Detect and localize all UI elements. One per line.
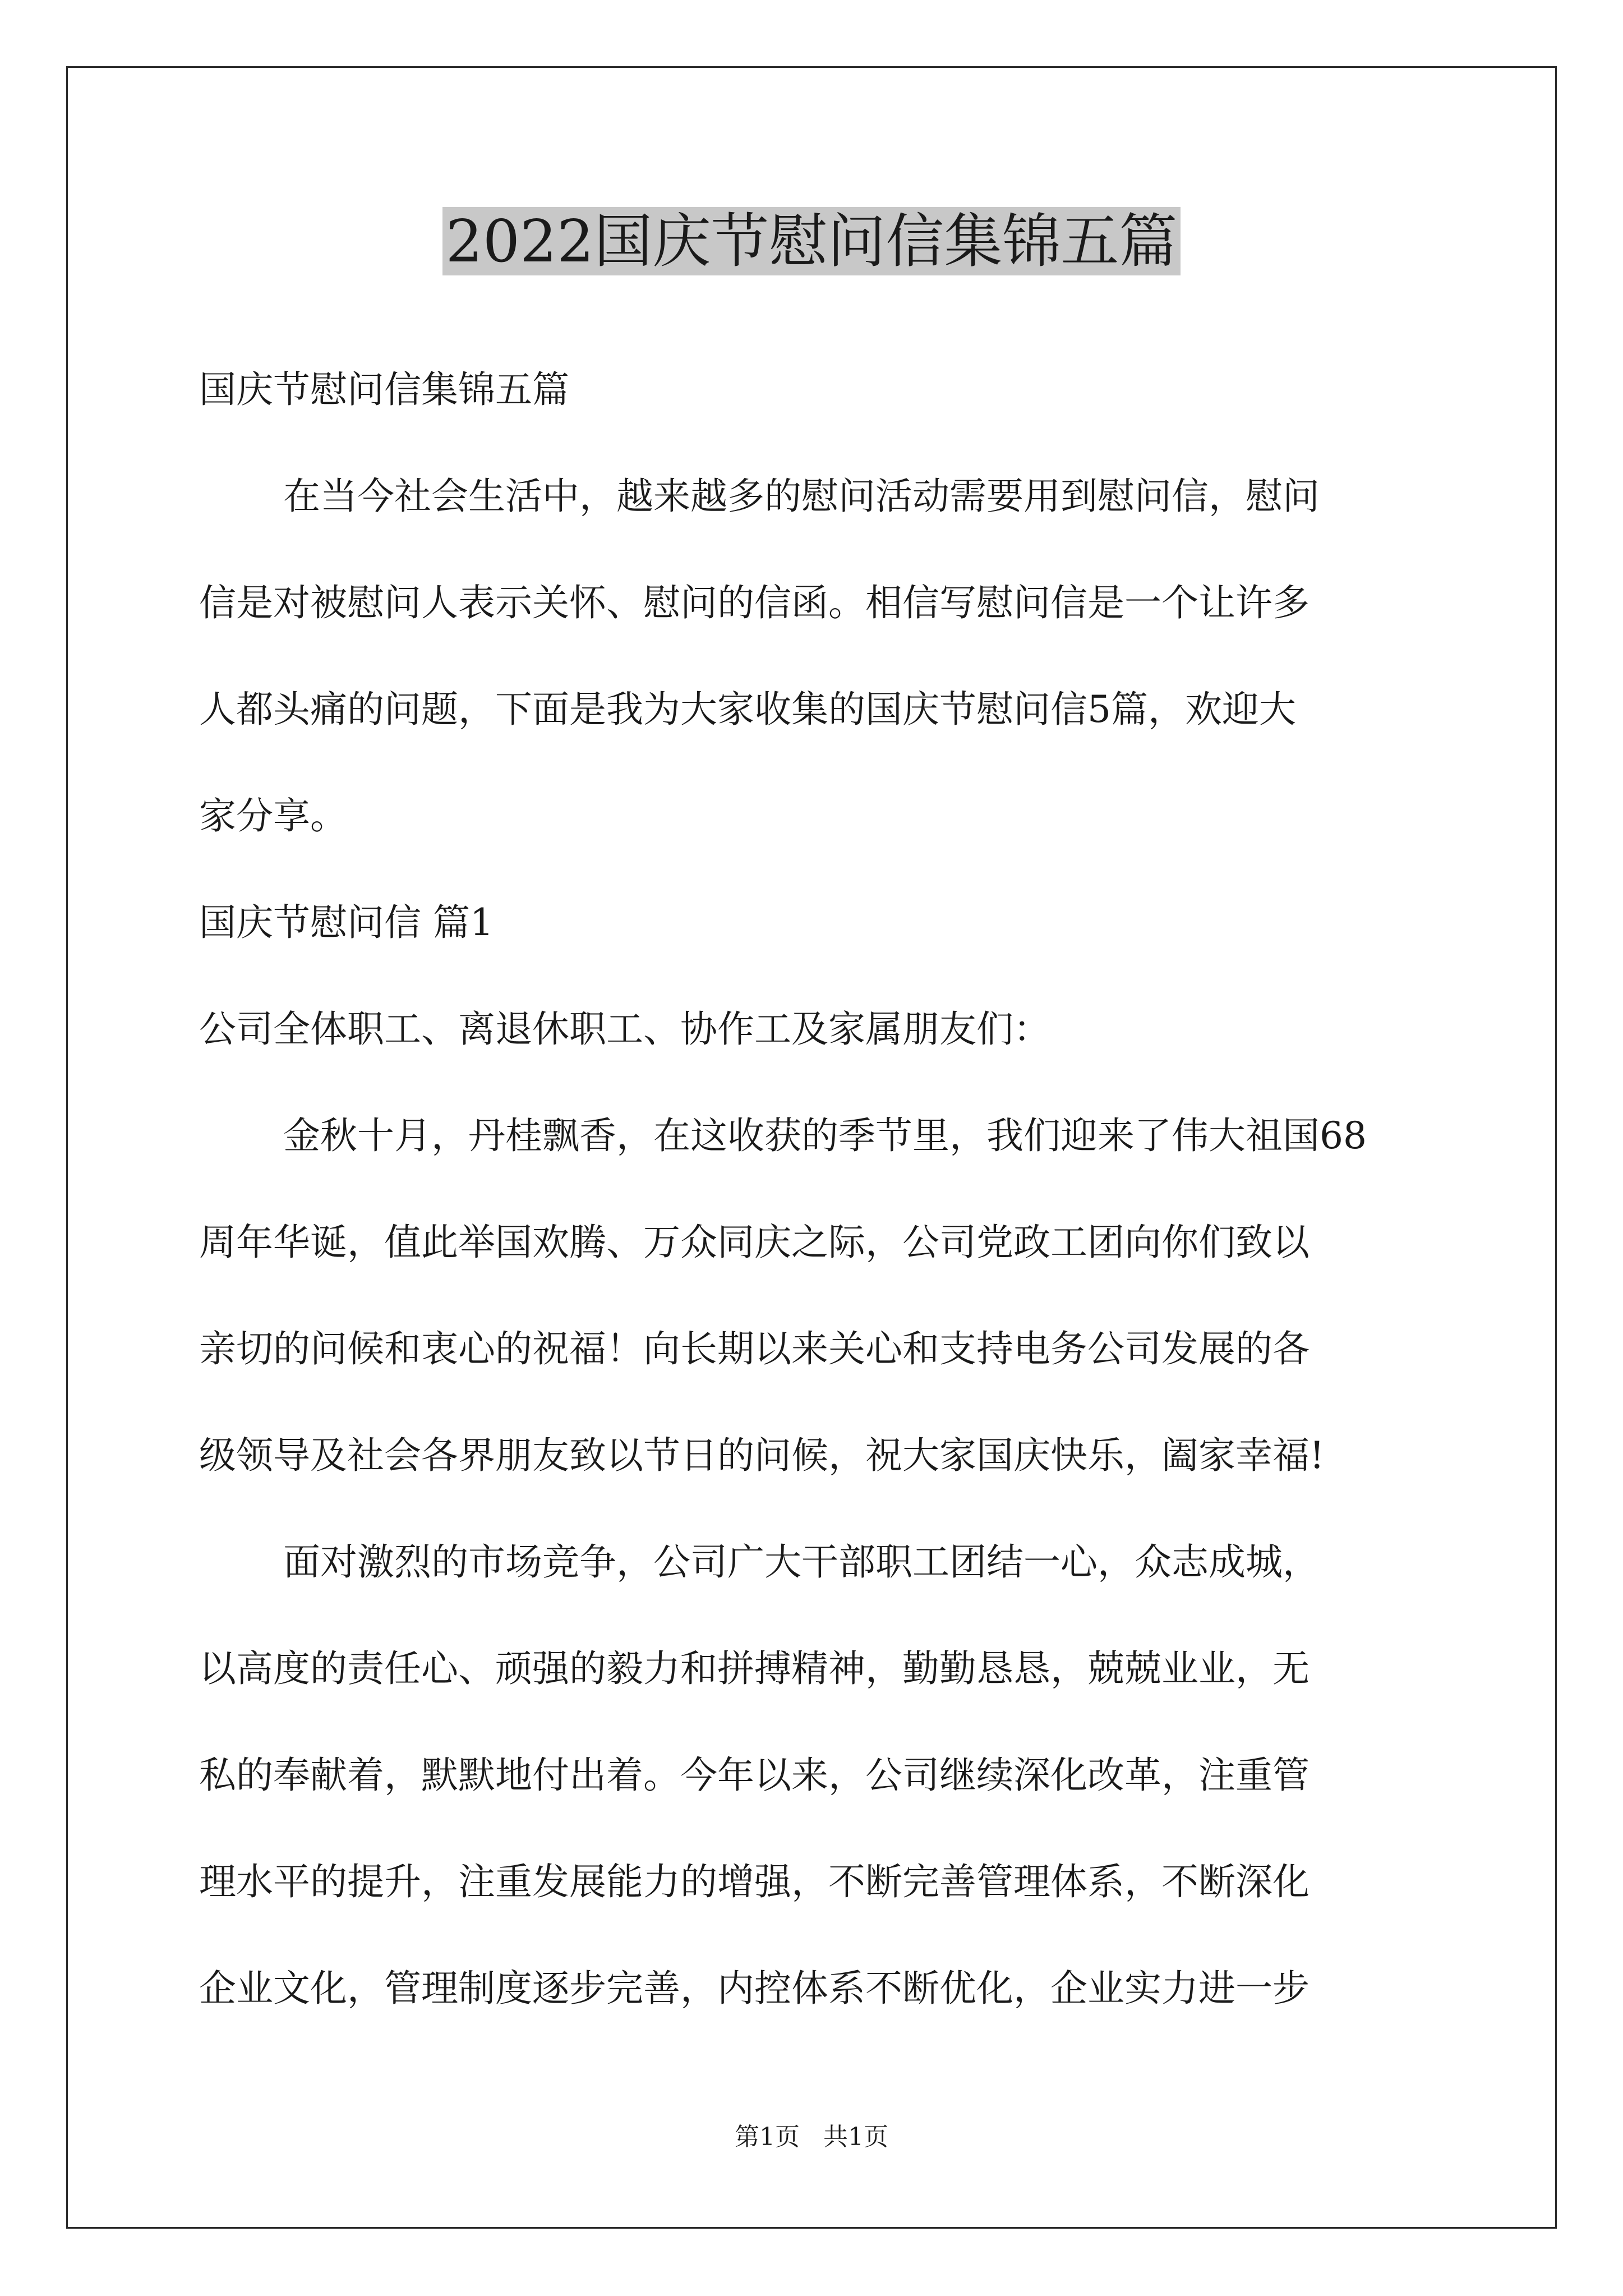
body-line: 以高度的责任心、顽强的毅力和拼搏精神，勤勤恳恳，兢兢业业，无 [199, 1647, 1310, 1690]
page-footer [0, 2120, 1623, 2154]
salutation: 公司全体职工、离退休职工、协作工及家属朋友们： [199, 1007, 1050, 1051]
body-line: 企业文化，管理制度逐步完善，内控体系不断优化，企业实力进一步 [199, 1967, 1310, 2010]
body-line: 人都头痛的问题，下面是我为大家收集的国庆节慰问信5篇，欢迎大 [199, 688, 1296, 731]
document-title-text: 2022国庆节慰问信集锦五篇 [442, 207, 1181, 275]
body-line: 私的奉献着，默默地付出着。今年以来，公司继续深化改革，注重管 [199, 1754, 1310, 1797]
body-line: 面对激烈的市场竞争，公司广大干部职工团结一心，众志成城， [283, 1540, 1320, 1584]
document-body [199, 337, 1430, 2042]
body-line: 亲切的问候和衷心的祝福！向长期以来关心和支持电务公司发展的各 [199, 1327, 1310, 1370]
body-line: 家分享。 [199, 794, 347, 838]
section-heading: 国庆节慰问信 篇1 [199, 901, 494, 944]
body-line: 金秋十月，丹桂飘香，在这收获的季节里，我们迎来了伟大祖国68 [283, 1114, 1367, 1157]
page-total: 共1页 [823, 2123, 888, 2151]
body-line: 国庆节慰问信集锦五篇 [199, 368, 569, 411]
body-line: 理水平的提升，注重发展能力的增强，不断完善管理体系，不断深化 [199, 1860, 1310, 1903]
document-title [0, 202, 1623, 280]
page-number: 第1页 [735, 2123, 800, 2151]
body-line: 级领导及社会各界朋友致以节日的问候，祝大家国庆快乐，阖家幸福! [199, 1434, 1325, 1477]
body-line: 信是对被慰问人表示关怀、慰问的信函。相信写慰问信是一个让许多 [199, 581, 1310, 624]
body-line: 周年华诞，值此举国欢腾、万众同庆之际，公司党政工团向你们致以 [199, 1221, 1310, 1264]
body-line: 在当今社会生活中，越来越多的慰问活动需要用到慰问信，慰问 [283, 475, 1320, 518]
